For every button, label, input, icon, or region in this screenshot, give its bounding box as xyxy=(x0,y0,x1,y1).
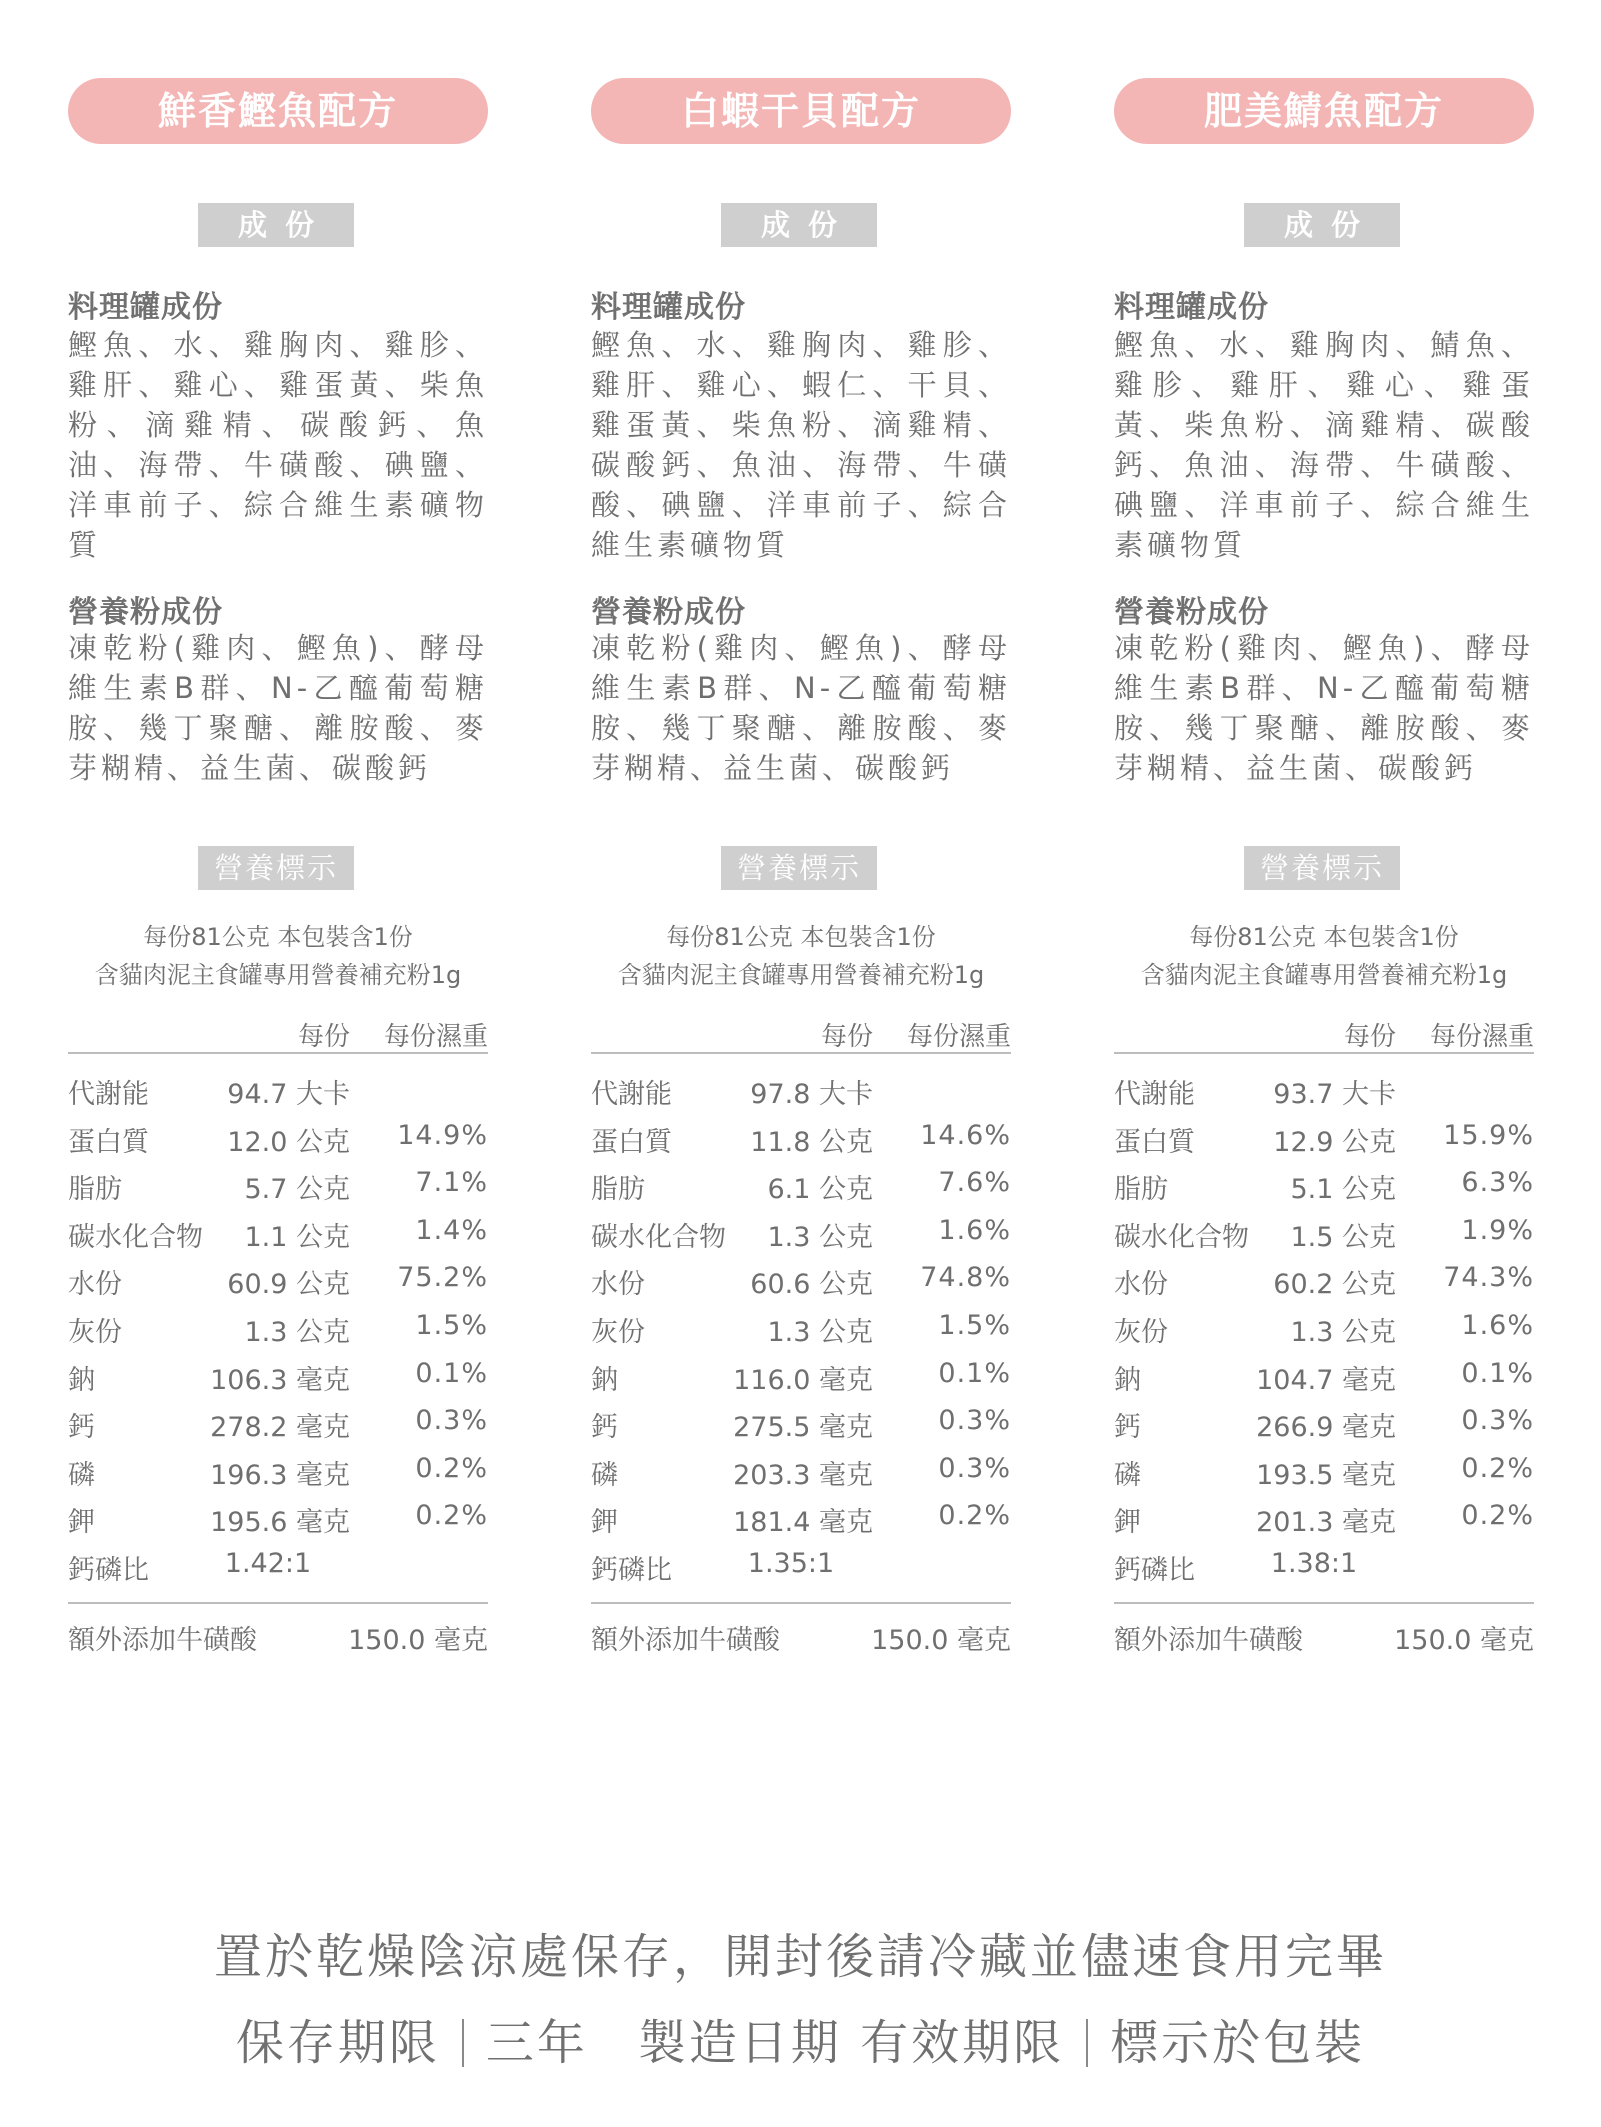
formula-column-mackerel xyxy=(1114,0,1534,1700)
nutrient-name: 灰份 xyxy=(591,1316,645,1348)
nutrient-percent: 0.1% xyxy=(938,1357,1011,1389)
extra-taurine xyxy=(68,1602,488,1660)
nutrient-percent: 0.2% xyxy=(938,1500,1011,1532)
nutrition-tag: 營養標示 xyxy=(721,846,877,890)
nutrition-table-header xyxy=(1114,1012,1534,1054)
powder-ingredients-text: 凍乾粉(雞肉、鰹魚)、酵母維生素B群、N-乙醯葡萄糖胺、幾丁聚醣、離胺酸、麥芽糊精、益生菌、碳酸鈣 xyxy=(1114,631,1534,785)
powder-ingredients-heading: 營養粉成份 xyxy=(1114,595,1269,630)
shelf-life-label: 保存期限 xyxy=(235,2015,440,2071)
nutrient-name: 代謝能 xyxy=(1114,1079,1195,1110)
nutrient-name: 鈣 xyxy=(68,1412,95,1444)
nutrition-row xyxy=(1114,1449,1534,1497)
extra-label: 額外添加牛磺酸 xyxy=(68,1625,257,1656)
nutrient-amount: 6.1 公克 xyxy=(767,1174,873,1206)
nutrient-name: 鈉 xyxy=(591,1364,618,1396)
nutrient-percent: 14.6% xyxy=(920,1119,1011,1151)
nutrition-rows xyxy=(591,1068,1011,1592)
nutrition-tag: 營養標示 xyxy=(198,846,354,890)
nutrient-amount: 60.9 公克 xyxy=(227,1269,350,1301)
divider xyxy=(462,2019,464,2067)
can-ingredients-text: 鰹魚、水、雞胸肉、雞胗、雞肝、雞心、蝦仁、干貝、雞蛋黃、柴魚粉、滴雞精、碳酸鈣、魚油、海帶、牛磺酸、碘鹽、洋車前子、綜合維生素礦物質 xyxy=(591,328,1011,562)
powder-ingredients-heading: 營養粉成份 xyxy=(68,595,223,630)
dates-value: 標示於包裝 xyxy=(1110,2015,1366,2071)
nutrition-row xyxy=(68,1116,488,1164)
can-ingredients-text: 鰹魚、水、雞胸肉、鯖魚、雞胗、雞肝、雞心、雞蛋黃、柴魚粉、滴雞精、碳酸鈣、魚油、海帶、牛磺酸、碘鹽、洋車前子、綜合維生素礦物質 xyxy=(1114,328,1534,562)
nutrient-amount: 12.0 公克 xyxy=(227,1126,350,1158)
formula-title: 白蝦干貝配方 xyxy=(591,78,1011,144)
powder-ingredients-text: 凍乾粉(雞肉、鰹魚)、酵母維生素B群、N-乙醯葡萄糖胺、幾丁聚醣、離胺酸、麥芽糊精、益生菌、碳酸鈣 xyxy=(591,631,1011,785)
nutrient-name: 鈉 xyxy=(68,1364,95,1396)
nutrition-row xyxy=(591,1496,1011,1544)
nutrient-name: 鈣 xyxy=(1114,1412,1141,1444)
nutrient-amount: 97.8 大卡 xyxy=(750,1079,873,1110)
nutrient-name: 鉀 xyxy=(591,1507,618,1539)
extra-label: 額外添加牛磺酸 xyxy=(1114,1625,1303,1656)
nutrition-tag: 營養標示 xyxy=(1244,846,1400,890)
can-ingredients-heading: 料理罐成份 xyxy=(591,290,746,325)
nutrient-name: 水份 xyxy=(1114,1269,1168,1301)
nutrient-amount: 1.3 公克 xyxy=(244,1316,350,1348)
nutrient-percent: 1.5% xyxy=(415,1309,488,1341)
storage-instructions: 置於乾燥陰涼處保存，開封後請冷藏並儘速食用完畢 xyxy=(213,1929,1387,1985)
header-per-serving: 每份 xyxy=(820,1022,873,1052)
nutrient-name: 碳水化合物 xyxy=(68,1221,203,1253)
nutrition-row xyxy=(68,1163,488,1211)
powder-ingredients-heading: 營養粉成份 xyxy=(591,595,746,630)
nutrient-amount: 275.5 毫克 xyxy=(733,1412,873,1444)
nutrient-name: 磷 xyxy=(68,1459,95,1491)
nutrient-amount: 5.1 公克 xyxy=(1290,1174,1396,1206)
nutrient-amount: 195.6 毫克 xyxy=(210,1507,350,1539)
nutrient-name: 磷 xyxy=(1114,1459,1141,1491)
nutrient-percent: 1.5% xyxy=(938,1309,1011,1341)
nutrient-amount: 266.9 毫克 xyxy=(1256,1412,1396,1444)
nutrient-percent: 14.9% xyxy=(397,1119,488,1151)
serving-info xyxy=(581,918,1021,994)
nutrient-percent: 7.6% xyxy=(938,1167,1011,1199)
formula-title: 鮮香鰹魚配方 xyxy=(68,78,488,144)
nutrient-amount: 94.7 大卡 xyxy=(227,1079,350,1110)
nutrient-percent: 0.3% xyxy=(938,1452,1011,1484)
nutrient-name: 代謝能 xyxy=(68,1079,149,1110)
nutrient-percent: 6.3% xyxy=(1461,1167,1534,1199)
nutrition-row xyxy=(68,1401,488,1449)
nutrient-percent: 15.9% xyxy=(1443,1119,1534,1151)
header-per-serving: 每份 xyxy=(297,1022,350,1052)
nutrient-amount: 196.3 毫克 xyxy=(210,1459,350,1491)
nutrient-amount: 193.5 毫克 xyxy=(1256,1459,1396,1491)
ratio-label: 鈣磷比 xyxy=(68,1554,149,1586)
extra-label: 額外添加牛磺酸 xyxy=(591,1625,780,1656)
nutrient-percent: 75.2% xyxy=(397,1262,488,1294)
nutrition-row xyxy=(591,1401,1011,1449)
nutrition-row xyxy=(591,1116,1011,1164)
nutrition-row xyxy=(591,1211,1011,1259)
nutrition-row xyxy=(68,1068,488,1116)
nutrient-percent: 0.1% xyxy=(1461,1357,1534,1389)
extra-taurine xyxy=(591,1602,1011,1660)
nutrition-row xyxy=(591,1449,1011,1497)
ca-p-ratio-row xyxy=(1114,1544,1534,1592)
nutrient-amount: 1.3 公克 xyxy=(767,1316,873,1348)
nutrition-row xyxy=(68,1354,488,1402)
serving-line-2: 含貓肉泥主食罐專用營養補充粉1g xyxy=(94,961,462,989)
dates-label: 製造日期 有效期限 xyxy=(637,2015,1065,2071)
serving-line-2: 含貓肉泥主食罐專用營養補充粉1g xyxy=(617,961,985,989)
nutrient-amount: 60.2 公克 xyxy=(1273,1269,1396,1301)
shelf-life-value: 三年 xyxy=(485,2015,588,2071)
nutrient-percent: 0.1% xyxy=(415,1357,488,1389)
nutrient-name: 鈉 xyxy=(1114,1364,1141,1396)
nutrient-percent: 1.6% xyxy=(1461,1309,1534,1341)
divider xyxy=(1086,2019,1088,2067)
header-per-serving: 每份 xyxy=(1343,1022,1396,1052)
nutrition-row xyxy=(68,1449,488,1497)
nutrition-table-header xyxy=(68,1012,488,1054)
nutrition-row xyxy=(591,1258,1011,1306)
nutrient-percent: 0.3% xyxy=(938,1405,1011,1437)
nutrition-row xyxy=(68,1258,488,1306)
can-ingredients-text: 鰹魚、水、雞胸肉、雞胗、雞肝、雞心、雞蛋黃、柴魚粉、滴雞精、碳酸鈣、魚油、海帶、牛磺酸、碘鹽、洋車前子、綜合維生素礦物質 xyxy=(68,328,488,562)
nutrient-amount: 201.3 毫克 xyxy=(1256,1507,1396,1539)
nutrition-row xyxy=(1114,1068,1534,1116)
nutrient-percent: 74.8% xyxy=(920,1262,1011,1294)
nutrient-amount: 116.0 毫克 xyxy=(733,1364,873,1396)
nutrient-amount: 60.6 公克 xyxy=(750,1269,873,1301)
nutrient-amount: 1.3 公克 xyxy=(767,1221,873,1253)
nutrient-name: 灰份 xyxy=(68,1316,122,1348)
nutrient-amount: 93.7 大卡 xyxy=(1273,1079,1396,1110)
nutrition-row xyxy=(591,1163,1011,1211)
ratio-value: 1.42:1 xyxy=(224,1547,312,1579)
nutrient-percent: 0.2% xyxy=(1461,1500,1534,1532)
formula-column-bonito xyxy=(68,0,488,1700)
nutrition-row xyxy=(1114,1258,1534,1306)
nutrition-row xyxy=(68,1211,488,1259)
ingredients-tag: 成份 xyxy=(198,203,354,247)
nutrition-rows xyxy=(68,1068,488,1592)
nutrient-name: 磷 xyxy=(591,1459,618,1491)
can-ingredients-heading: 料理罐成份 xyxy=(1114,290,1269,325)
nutrient-amount: 5.7 公克 xyxy=(244,1174,350,1206)
ca-p-ratio-row xyxy=(68,1544,488,1592)
nutrient-percent: 0.2% xyxy=(1461,1452,1534,1484)
nutrient-percent: 74.3% xyxy=(1443,1262,1534,1294)
nutrition-table-header xyxy=(591,1012,1011,1054)
nutrient-name: 鈣 xyxy=(591,1412,618,1444)
ratio-label: 鈣磷比 xyxy=(1114,1554,1195,1586)
nutrient-percent: 0.3% xyxy=(415,1405,488,1437)
nutrition-row xyxy=(1114,1116,1534,1164)
nutrient-name: 水份 xyxy=(68,1269,122,1301)
nutrition-row xyxy=(591,1068,1011,1116)
nutrient-amount: 1.3 公克 xyxy=(1290,1316,1396,1348)
nutrient-amount: 203.3 毫克 xyxy=(733,1459,873,1491)
nutrition-row xyxy=(591,1354,1011,1402)
nutrient-amount: 11.8 公克 xyxy=(750,1126,873,1158)
nutrient-percent: 0.2% xyxy=(415,1500,488,1532)
nutrient-name: 鉀 xyxy=(1114,1507,1141,1539)
nutrient-name: 碳水化合物 xyxy=(1114,1221,1249,1253)
can-ingredients-heading: 料理罐成份 xyxy=(68,290,223,325)
nutrient-name: 脂肪 xyxy=(68,1174,122,1206)
nutrition-row xyxy=(591,1306,1011,1354)
nutrient-name: 蛋白質 xyxy=(68,1126,149,1158)
serving-line-2: 含貓肉泥主食罐專用營養補充粉1g xyxy=(1140,961,1508,989)
nutrition-row xyxy=(1114,1163,1534,1211)
nutrient-name: 灰份 xyxy=(1114,1316,1168,1348)
nutrient-name: 鉀 xyxy=(68,1507,95,1539)
nutrition-row xyxy=(1114,1211,1534,1259)
nutrient-name: 蛋白質 xyxy=(591,1126,672,1158)
ingredients-tag: 成份 xyxy=(721,203,877,247)
nutrition-row xyxy=(1114,1354,1534,1402)
nutrient-percent: 1.4% xyxy=(415,1214,488,1246)
nutrition-row xyxy=(1114,1496,1534,1544)
header-wet-weight: 每份濕重 xyxy=(906,1022,1011,1052)
nutrient-percent: 1.6% xyxy=(938,1214,1011,1246)
nutrition-row xyxy=(1114,1306,1534,1354)
extra-value: 150.0 毫克 xyxy=(348,1625,488,1656)
nutrient-amount: 181.4 毫克 xyxy=(733,1507,873,1539)
nutrient-amount: 278.2 毫克 xyxy=(210,1412,350,1444)
serving-info xyxy=(1104,918,1544,994)
nutrient-name: 脂肪 xyxy=(591,1174,645,1206)
nutrient-name: 碳水化合物 xyxy=(591,1221,726,1253)
formula-title: 肥美鯖魚配方 xyxy=(1114,78,1534,144)
header-wet-weight: 每份濕重 xyxy=(1429,1022,1534,1052)
ratio-label: 鈣磷比 xyxy=(591,1554,672,1586)
ca-p-ratio-row xyxy=(591,1544,1011,1592)
nutrition-rows xyxy=(1114,1068,1534,1592)
serving-line-1: 每份81公克 本包裝含1份 xyxy=(143,923,413,951)
nutrient-amount: 106.3 毫克 xyxy=(210,1364,350,1396)
nutrient-name: 蛋白質 xyxy=(1114,1126,1195,1158)
nutrient-amount: 104.7 毫克 xyxy=(1256,1364,1396,1396)
powder-ingredients-text: 凍乾粉(雞肉、鰹魚)、酵母維生素B群、N-乙醯葡萄糖胺、幾丁聚醣、離胺酸、麥芽糊精、益生菌、碳酸鈣 xyxy=(68,631,488,785)
serving-line-1: 每份81公克 本包裝含1份 xyxy=(1189,923,1459,951)
serving-line-1: 每份81公克 本包裝含1份 xyxy=(666,923,936,951)
nutrition-row xyxy=(68,1496,488,1544)
nutrient-amount: 12.9 公克 xyxy=(1273,1126,1396,1158)
extra-value: 150.0 毫克 xyxy=(871,1625,1011,1656)
nutrient-percent: 1.9% xyxy=(1461,1214,1534,1246)
ratio-value: 1.38:1 xyxy=(1270,1547,1358,1579)
extra-taurine xyxy=(1114,1602,1534,1660)
nutrient-percent: 0.2% xyxy=(415,1452,488,1484)
nutrition-row xyxy=(1114,1401,1534,1449)
nutrient-name: 脂肪 xyxy=(1114,1174,1168,1206)
nutrient-name: 水份 xyxy=(591,1269,645,1301)
nutrient-percent: 0.3% xyxy=(1461,1405,1534,1437)
ingredients-tag: 成份 xyxy=(1244,203,1400,247)
nutrient-percent: 7.1% xyxy=(415,1167,488,1199)
nutrient-amount: 1.1 公克 xyxy=(244,1221,350,1253)
shelf-life-line xyxy=(0,2004,1601,2073)
formula-column-shrimp-scallop xyxy=(591,0,1011,1700)
nutrient-name: 代謝能 xyxy=(591,1079,672,1110)
serving-info xyxy=(58,918,498,994)
ratio-value: 1.35:1 xyxy=(747,1547,835,1579)
header-wet-weight: 每份濕重 xyxy=(383,1022,488,1052)
extra-value: 150.0 毫克 xyxy=(1394,1625,1534,1656)
nutrition-row xyxy=(68,1306,488,1354)
nutrient-amount: 1.5 公克 xyxy=(1290,1221,1396,1253)
